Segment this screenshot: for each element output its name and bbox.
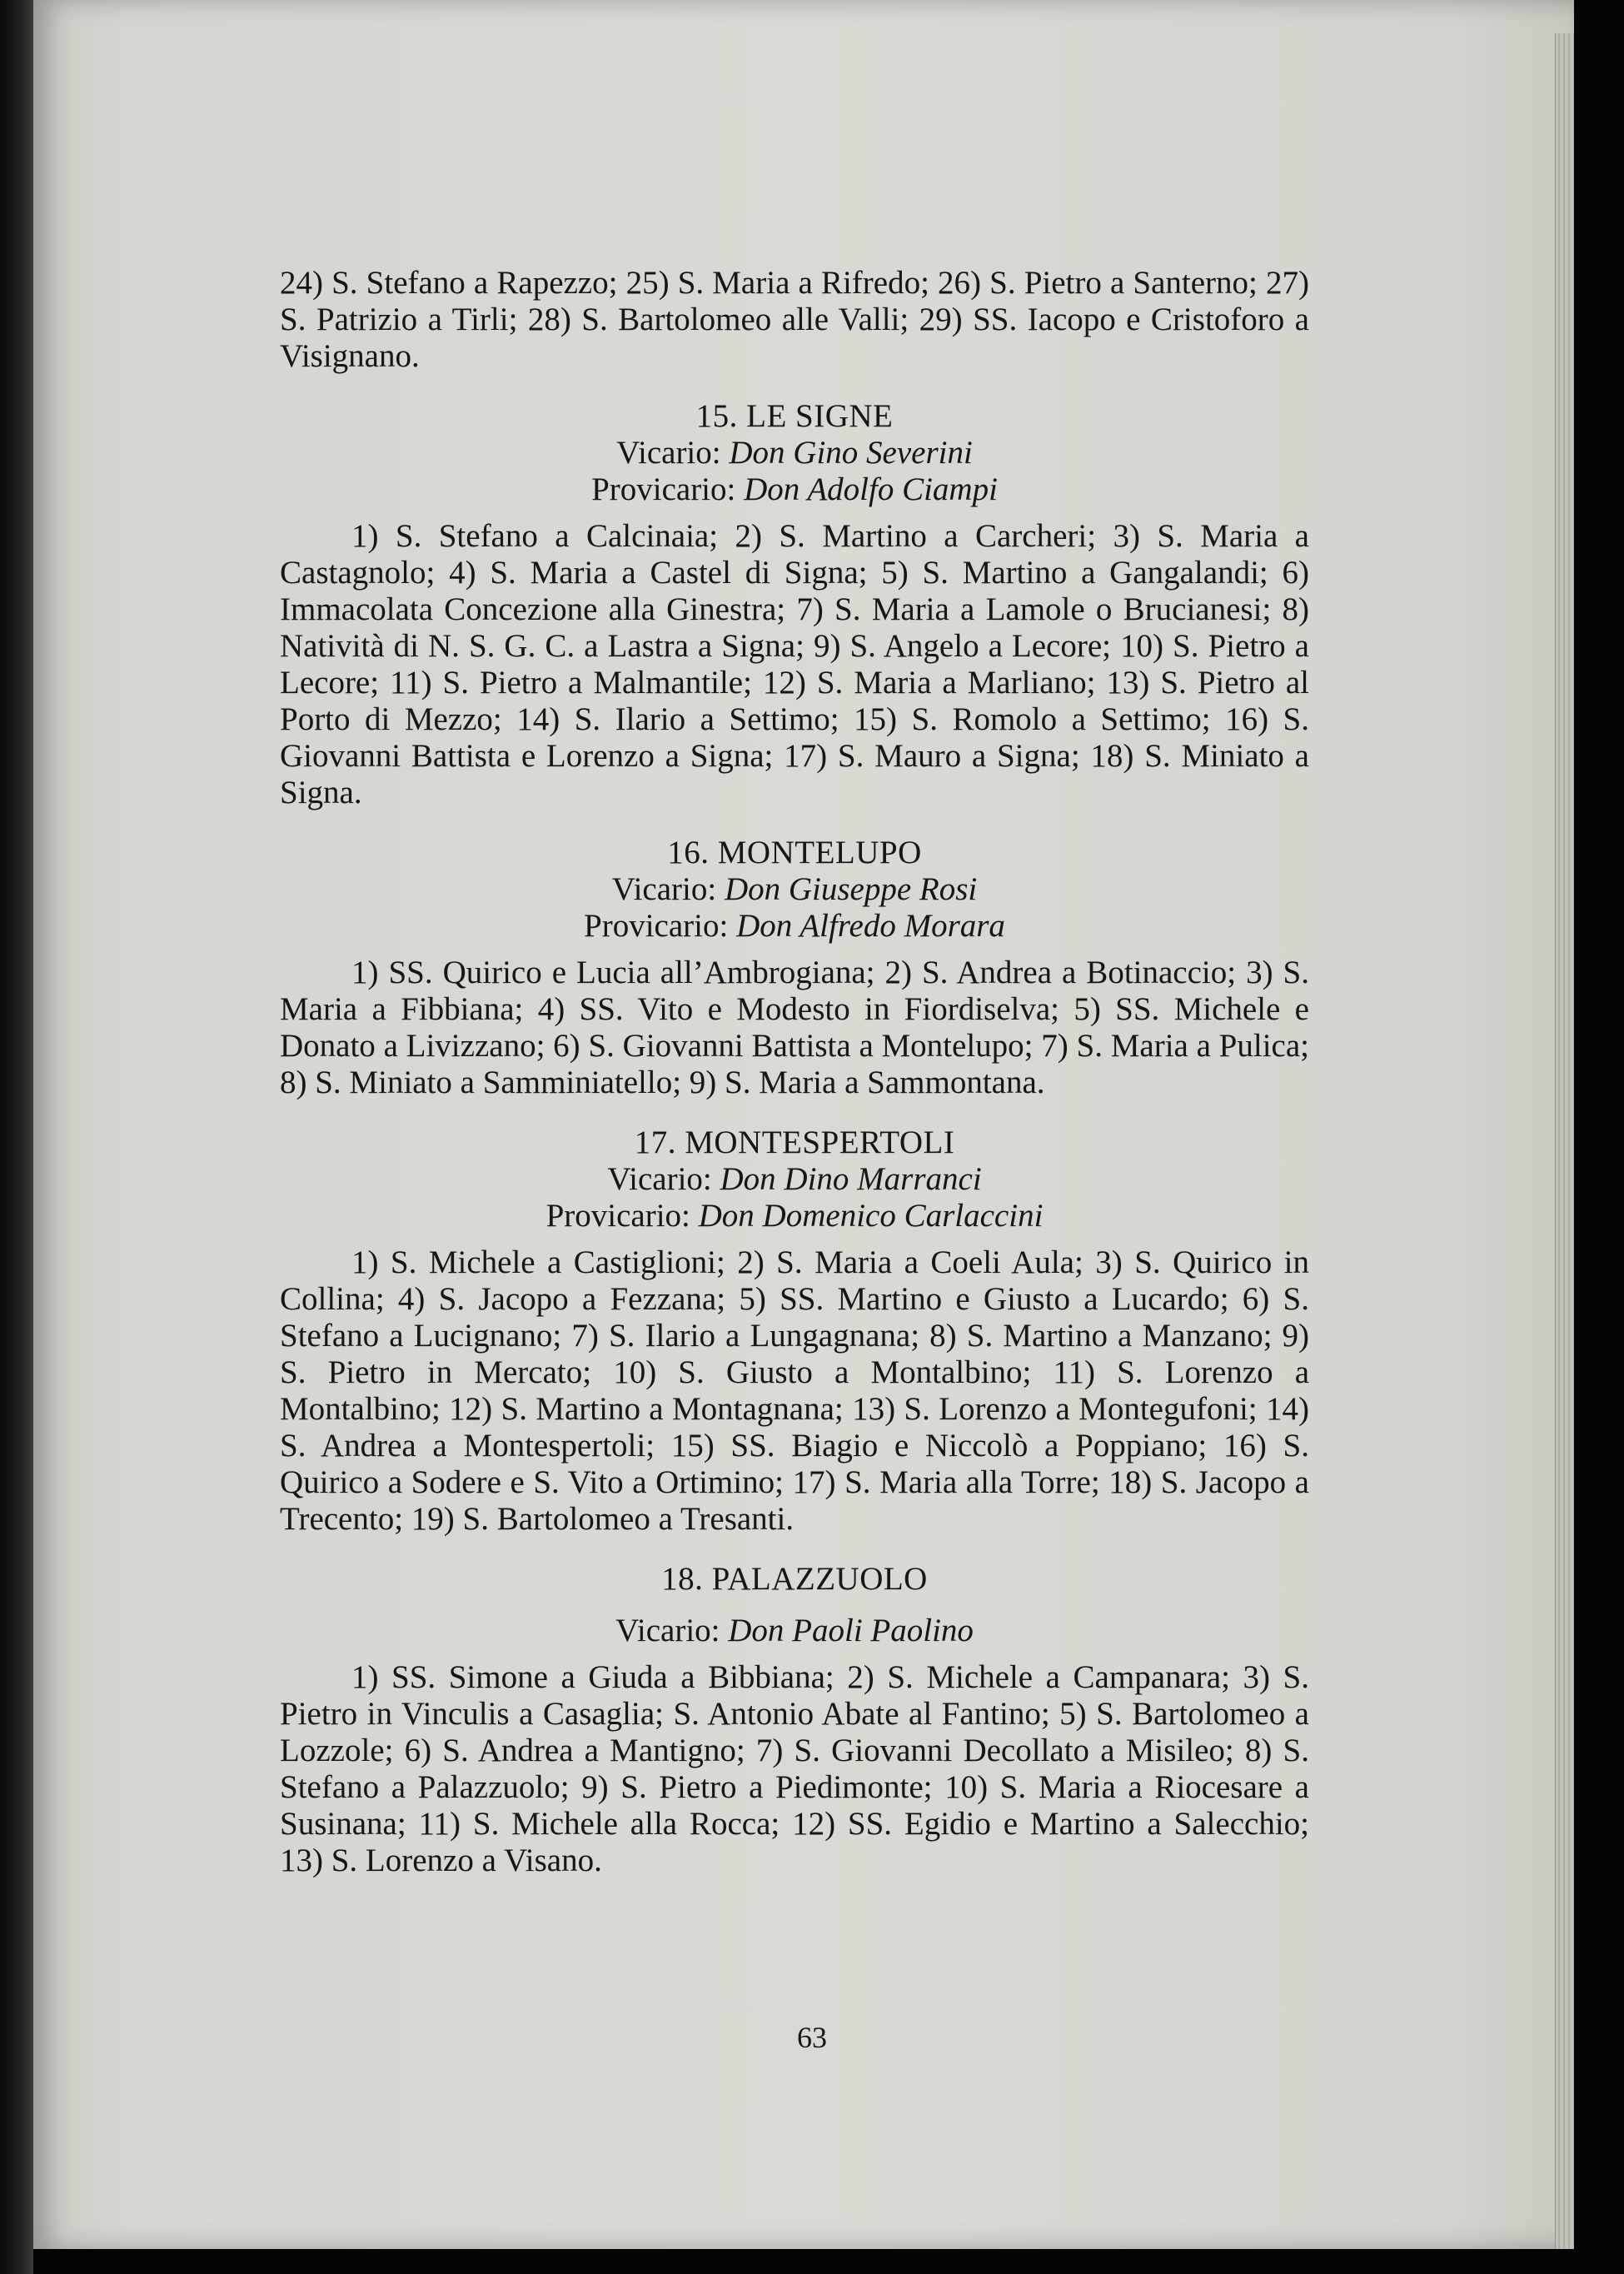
provicario-name: Don Domenico Carlaccini [698, 1198, 1044, 1234]
vicario-label: Vicario: [616, 435, 721, 471]
parish-list: 1) S. Michele a Castiglioni; 2) S. Maria a Coeli Aula; 3) S. Quirico in Collina; 4) S. Jacopo a Fezzana; 5) SS. Martino e Giusto a Lucardo; 6) S. Stefano a Lucignano; 7) S. Ilario a Lungagnana; 8) S. Martino a Manzano; 9) S. Pietro in Mercato; 10) S. Giusto a Montalbino; 11) S. Lorenzo a Montalbino; 12) S. Martino a Montagnana; 13) S. Lorenzo a Montegufoni; 14) S. Andrea a Montespertoli; 15) SS. Biagio e Niccolò a Poppiano; 16) S. Quirico a Sodere e S. Vito a Ortimino; 17) S. Maria alla Torre; 18) S. Jacopo a Trecento; 19) S. Bartolomeo a Tresanti. [280, 1244, 1309, 1537]
vicario-label: Vicario: [607, 1161, 712, 1197]
intro-paragraph: 24) S. Stefano a Rapezzo; 25) S. Maria a Rifredo; 26) S. Pietro a Santerno; 27) S. Patrizio a Tirli; 28) S. Bartolomeo alle Valli; 29) SS. Iacopo e Cristoforo a Visignano. [280, 265, 1309, 374]
vicario-line [280, 1161, 1309, 1198]
vicario-name: Don Giuseppe Rosi [724, 871, 978, 907]
section-title: 18. PALAZZUOLO [661, 1561, 928, 1597]
provicario-name: Don Alfredo Morara [736, 908, 1005, 944]
book-gutter [0, 0, 33, 2274]
section-le-signe [280, 398, 1309, 811]
vicario-name: Don Gino Severini [729, 435, 973, 471]
section-title: 17. MONTESPERTOLI [634, 1125, 955, 1160]
vicario-line [280, 871, 1309, 908]
provicario-line [280, 1198, 1309, 1234]
parish-list: 1) SS. Simone a Giuda a Bibbiana; 2) S. Michele a Campanara; 3) S. Pietro in Vinculis a Casaglia; S. Antonio Abate al Fantino; 5) S. Bartolomeo a Lozzole; 6) S. Andrea a Mantigno; 7) S. Giovanni Decollato a Misileo; 8) S. Stefano a Palazzuolo; 9) S. Pietro a Piedimonte; 10) S. Maria a Riocesare a Susinana; 11) S. Michele alla Rocca; 12) SS. Egidio e Martino a Salecchio; 13) S. Lorenzo a Visano. [280, 1659, 1309, 1878]
provicario-line [280, 471, 1309, 508]
vicario-label: Vicario: [611, 871, 717, 907]
page-edge [1555, 33, 1574, 2249]
section-title: 16. MONTELUPO [667, 835, 922, 870]
section-montelupo [280, 835, 1309, 1101]
vicario-name: Don Dino Marranci [720, 1161, 982, 1197]
vicario-label: Vicario: [615, 1613, 720, 1648]
provicario-label: Provicario: [591, 471, 736, 507]
section-palazzuolo [280, 1561, 1309, 1879]
page-text [280, 265, 1309, 1879]
provicario-name: Don Adolfo Ciampi [744, 471, 998, 507]
provicario-line [280, 908, 1309, 945]
vicario-name: Don Paoli Paolino [728, 1613, 974, 1648]
section-montespertoli [280, 1125, 1309, 1538]
vicario-line [280, 1613, 1309, 1649]
vicario-line [280, 435, 1309, 471]
parish-list: 1) SS. Quirico e Lucia all’Ambrogiana; 2) S. Andrea a Botinaccio; 3) S. Maria a Fibbiana; 4) SS. Vito e Modesto in Fiordiselva; 5) SS. Michele e Donato a Livizzano; 6) S. Giovanni Battista a Montelupo; 7) S. Maria a Pulica; 8) S. Miniato a Samminiatello; 9) S. Maria a Sammontana. [280, 955, 1309, 1100]
parish-list: 1) S. Stefano a Calcinaia; 2) S. Martino a Carcheri; 3) S. Maria a Castagnolo; 4) S. Maria a Castel di Signa; 5) S. Martino a Gangalandi; 6) Immacolata Concezione alla Ginestra; 7) S. Maria a Lamole o Brucianesi; 8) Natività di N. S. G. C. a Lastra a Signa; 9) S. Angelo a Lecore; 10) S. Pietro a Lecore; 11) S. Pietro a Malmantile; 12) S. Maria a Marliano; 13) S. Pietro al Porto di Mezzo; 14) S. Ilario a Settimo; 15) S. Romolo a Settimo; 16) S. Giovanni Battista e Lorenzo a Signa; 17) S. Mauro a Signa; 18) S. Miniato a Signa. [280, 518, 1309, 810]
page-number: 63 [797, 2021, 827, 2054]
provicario-label: Provicario: [545, 1198, 690, 1234]
provicario-label: Provicario: [584, 908, 729, 944]
section-title: 15. LE SIGNE [695, 398, 894, 434]
